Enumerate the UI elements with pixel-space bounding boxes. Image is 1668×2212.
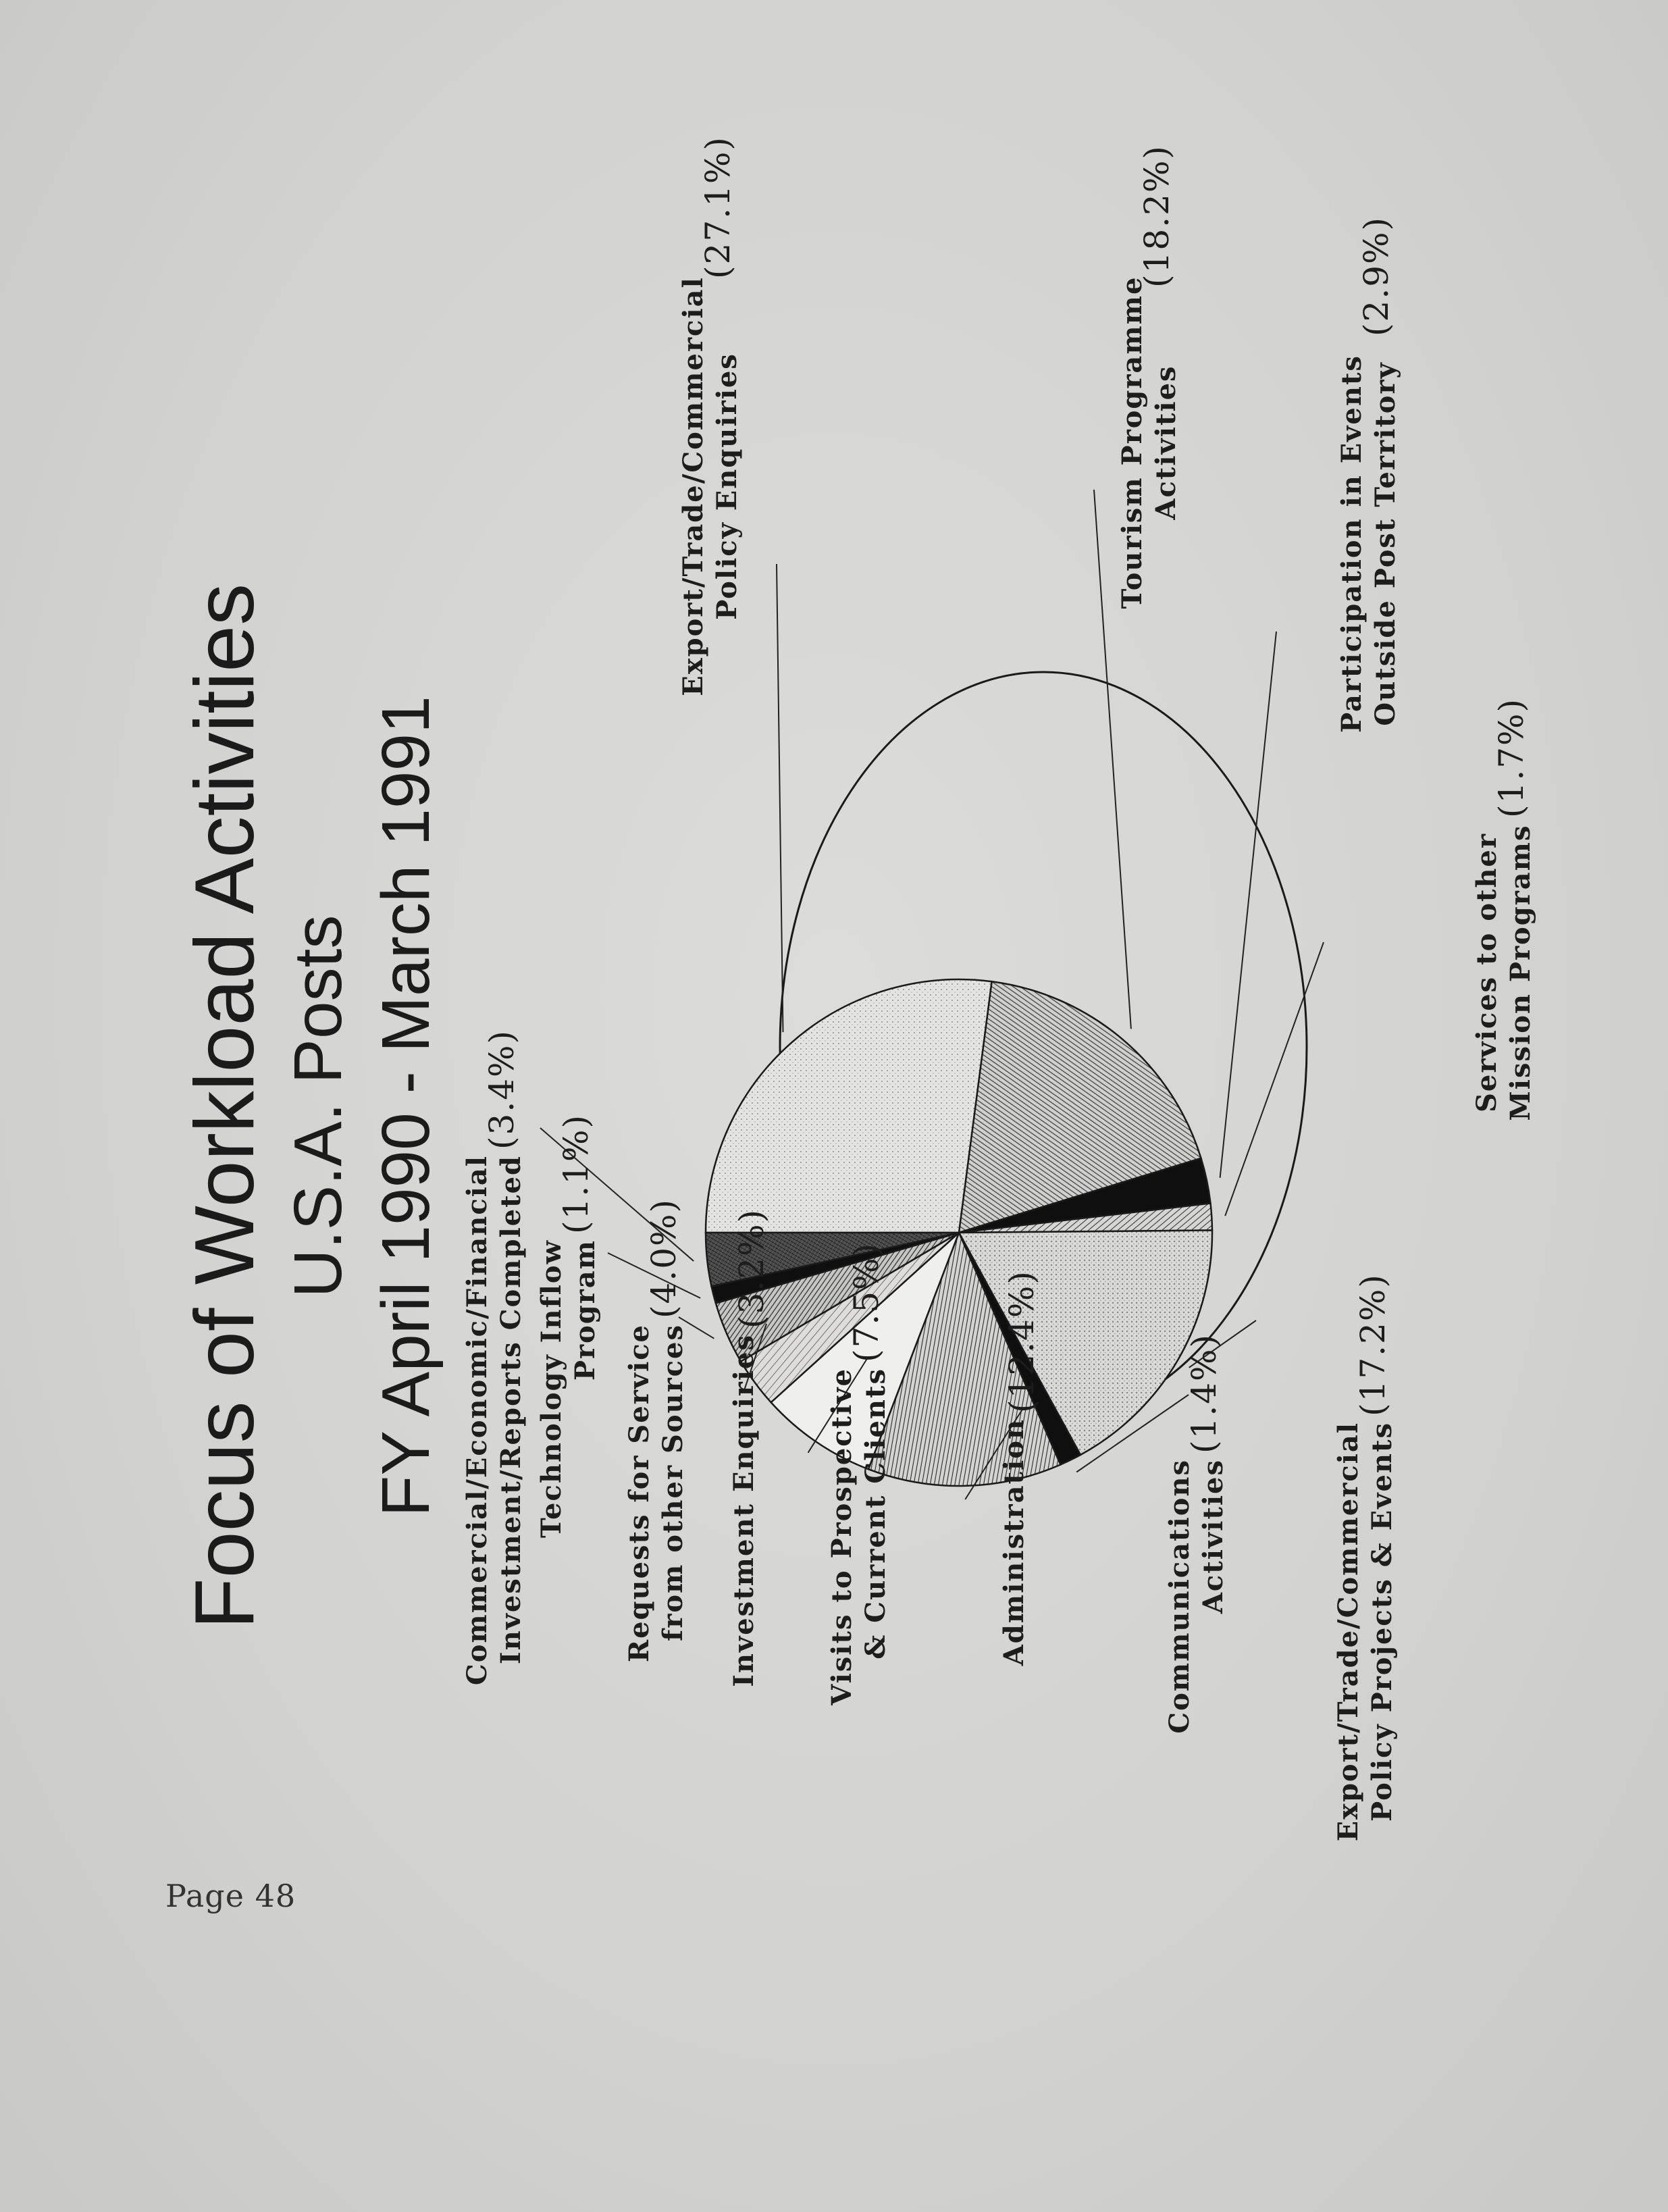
chart-title: Focus of Workload Activities [178, 583, 271, 1630]
slice-label-line: Policy Projects & Events [1366, 1422, 1398, 1822]
slice-percentage: (12.4%) [1002, 1270, 1041, 1413]
slice-label-3 [1336, 216, 1401, 733]
slice-percentage: (1.1%) [556, 1113, 596, 1234]
slice-label-4 [1471, 698, 1536, 1121]
slice-label-line: Investment/Reports Completed [495, 1155, 527, 1665]
slice-label-line: Commercial/Economic/Financial [461, 1155, 493, 1686]
slice-percentage: (7.5%) [847, 1241, 886, 1362]
chart-subtitle-line-2: FY April 1990 - March 1991 [368, 696, 444, 1517]
slice-label-line: Participation in Events [1336, 355, 1367, 733]
slice-label-12 [461, 1029, 527, 1685]
slice-label-11 [536, 1114, 601, 1538]
slice-label-line: from other Sources [657, 1324, 689, 1641]
slice-label-6 [1164, 1333, 1229, 1734]
leader-line-1 [777, 564, 783, 1032]
slice-percentage: (3.4%) [482, 1029, 521, 1150]
slice-label-line: Requests for Service [623, 1324, 655, 1663]
slice-label-line: Activities [1197, 1459, 1229, 1614]
slice-label-line: Outside Post Territory [1370, 361, 1401, 726]
slice-percentage: (3.2%) [732, 1208, 771, 1329]
slice-label-line: Investment Enquiries [728, 1334, 760, 1687]
slice-percentage: (18.2%) [1137, 145, 1176, 288]
pie-slices [706, 979, 1212, 1486]
slice-label-1 [677, 136, 743, 696]
slice-percentage: (1.4%) [1184, 1333, 1224, 1454]
slice-label-line: Program [569, 1239, 601, 1381]
slice-percentage: (1.7%) [1492, 697, 1531, 818]
slice-label-line: Export/Trade/Commercial [677, 276, 709, 696]
slice-label-line: Administration [998, 1418, 1030, 1666]
slice-label-2 [1116, 145, 1182, 609]
slice-label-line: Mission Programs [1505, 824, 1536, 1121]
slice-label-line: Tourism Programme [1116, 276, 1148, 609]
page-number: Page 48 [165, 1878, 296, 1914]
slice-label-line: Visits to Prospective [826, 1368, 858, 1705]
slice-label-9 [728, 1208, 771, 1687]
chart-subtitle-line-1: U.S.A. Posts [280, 915, 356, 1298]
slice-percentage: (17.2%) [1353, 1273, 1392, 1416]
slice-label-line: Policy Enquiries [711, 353, 743, 620]
slice-label-line: Technology Inflow [536, 1239, 567, 1539]
slice-label-line: Communications [1164, 1459, 1195, 1734]
slice-percentage: (27.1%) [698, 136, 737, 279]
slice-label-10 [623, 1198, 689, 1662]
slice-percentage: (2.9%) [1357, 215, 1396, 336]
slice-label-line: Export/Trade/Commercial [1332, 1422, 1364, 1842]
slice-percentage: (4.0%) [644, 1198, 683, 1318]
slice-label-line: Services to other [1471, 833, 1503, 1112]
slice-label-line: & Current Clients [860, 1368, 891, 1660]
slice-label-line: Activities [1150, 365, 1182, 520]
pie-slice-1 [706, 979, 992, 1233]
slice-label-5 [1332, 1273, 1398, 1841]
